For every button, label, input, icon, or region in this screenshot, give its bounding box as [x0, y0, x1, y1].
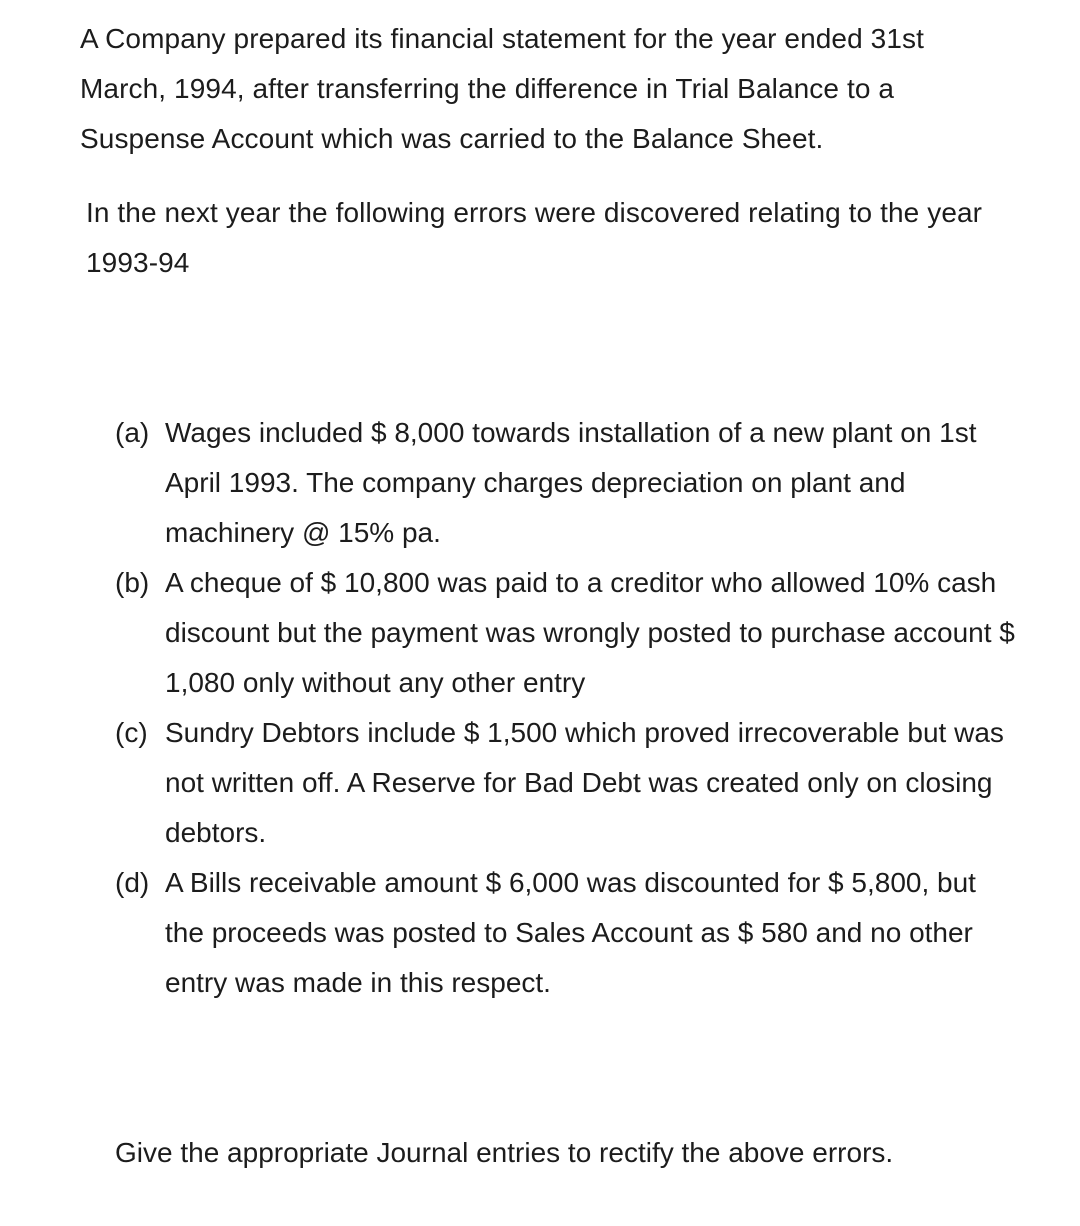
list-item	[115, 558, 1020, 708]
error-list	[80, 408, 1020, 1008]
list-item-marker: (d)	[115, 867, 150, 898]
intro-paragraph-1: A Company prepared its financial statement for the year ended 31st March, 1994, after transferring the difference in Trial Balance to a Suspense Account which was carried to the Balance Sheet.	[80, 23, 924, 154]
list-item	[115, 858, 1020, 1008]
list-item	[115, 708, 1020, 858]
list-item-text: A cheque of $ 10,800 was paid to a creditor who allowed 10% cash discount but the payment was wrongly posted to purchase account $ 1,080 only without any other entry	[165, 567, 1015, 698]
footer-instruction: Give the appropriate Journal entries to rectify the above errors.	[115, 1137, 894, 1168]
list-item-marker: (b)	[115, 567, 150, 598]
list-item-text: Sundry Debtors include $ 1,500 which proved irrecoverable but was not written off. A Reserve for Bad Debt was created only on closing debtors.	[165, 717, 1004, 848]
list-item	[115, 408, 1020, 558]
list-item-text: Wages included $ 8,000 towards installation of a new plant on 1st April 1993. The company charges depreciation on plant and machinery @ 15% pa.	[165, 417, 977, 548]
intro-paragraph-2: In the next year the following errors were discovered relating to the year 1993-94	[86, 197, 983, 278]
list-item-text: A Bills receivable amount $ 6,000 was discounted for $ 5,800, but the proceeds was posted to Sales Account as $ 580 and no other entry was made in this respect.	[165, 867, 976, 998]
list-item-marker: (c)	[115, 717, 148, 748]
list-item-marker: (a)	[115, 417, 150, 448]
